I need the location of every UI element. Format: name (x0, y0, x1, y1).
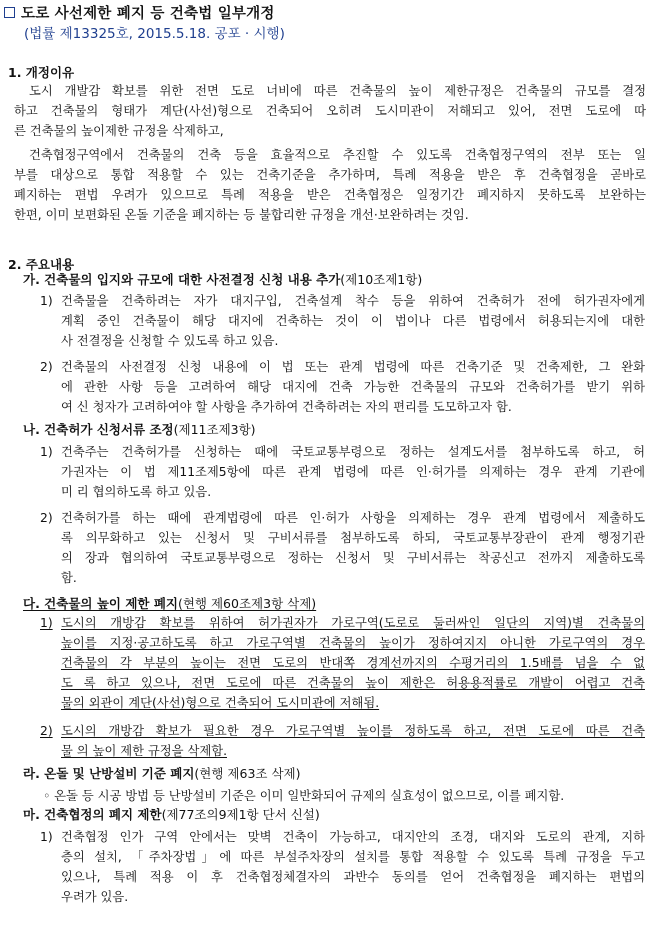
ga-item-2 (61, 357, 645, 417)
text-line: 건축물의 각 부분의 높이는 전면 도로의 반대쪽 경계선까지의 수평거리의 1.5배를 넘을 수 없 (61, 656, 645, 670)
item-number: 1) (40, 616, 53, 630)
text-line: 도시 개발감 확보를 위한 전면 도로 너비에 따른 건축물의 높이 제한규정은 건축물의 규모를 결정 (29, 84, 646, 98)
item-number: 1) (40, 294, 53, 308)
text-line: 층의 설치, 「주차장법」에 따른 부설주차장의 설치를 통합 적용할 수 있도록 특례 규정을 두고 (61, 850, 645, 864)
item-number: 2) (40, 360, 53, 374)
subsection-title-da: 다. 건축물의 높이 제한 폐지(현행 제60조제3항 삭제) (23, 596, 317, 611)
text-line: 물 의 높이 제한 규정을 삭제함. (61, 744, 227, 758)
subsection-title-ra: 라. 온돌 및 난방설비 기준 폐지(현행 제63조 삭제) (23, 766, 301, 781)
da-item-1 (61, 613, 645, 713)
item-number: 1) (40, 445, 53, 459)
reason-paragraph-2 (14, 145, 646, 225)
text-line: 높이를 지정·공고하도록 하고 가로구역별 건축물의 높이가 정하여지지 아니한 가로구역의 경우 (61, 636, 645, 650)
text-line: 미 리 협의하도록 하고 있음. (61, 485, 212, 499)
text-line: 한편, 이미 보편화된 온돌 기준을 폐지하는 등 불합리한 규정을 개선·보완하려는 것임. (14, 208, 469, 222)
text-line: 가권자는 이 법 제11조제5항에 따른 관계 법령에 따른 인·허가를 의제하는 경우 관계 기관에 (61, 465, 645, 479)
document-title: 도로 사선제한 폐지 등 건축법 일부개정 (21, 5, 275, 22)
na-item-1 (61, 442, 645, 502)
text-line: 건축협정구역에서 건축물의 건축 등을 효율적으로 추진할 수 있도록 건축협정구역의 전부 또는 일 (29, 148, 646, 162)
na-item-2 (61, 508, 645, 588)
text-line: 건축주는 건축허가를 신청하는 때에 국토교통부령으로 정하는 설계도서를 첨부하도록 하고, 허 (61, 445, 645, 459)
text-line: 건축물의 사전결정 신청 내용에 이 법 또는 관계 법령에 따른 건축기준 및 건축제한, 그 완화 (61, 360, 645, 374)
text-line: 의 장과 협의하여 국토교통부령으로 정하는 신청서 및 구비서류는 착공신고 전까지 제출하도록 (61, 551, 645, 565)
text-line: 물의 외관이 계단(사선)형으로 건축되어 도시미관에 저해됨. (61, 696, 380, 710)
text-line: 우려가 있음. (61, 890, 129, 904)
subsection-title-na: 나. 건축허가 신청서류 조정(제11조제3항) (23, 422, 256, 437)
ra-bullet: ◦ 온돌 등 시공 방법 등 난방설비 기준은 이미 일반화되어 규제의 실효성이 없으므로, 이를 폐지함. (43, 789, 565, 803)
text-line: 폐지하는 편법 우려가 있으므로 특례 적용을 받은 건축협정은 일정기간 폐지하지 못하도록 보완하는 (14, 188, 646, 202)
document-subtitle: (법률 제13325호, 2015.5.18. 공포 · 시행) (24, 26, 285, 42)
text-line: 도시의 개방감 확보를 위하여 허가권자가 가로구역(도로로 둘러싸인 일단의 지역)별 건축물의 (61, 616, 645, 630)
text-line: 부를 대상으로 통합 적용할 수 있는 건축기준을 추가하며, 특례 적용을 받은 후 건축협정을 곧바로 (14, 168, 646, 182)
text-line: 계획 중인 건축물이 해당 대지에 건축하는 것이 이 법이나 다른 법령에서 허용되는지에 대한 (61, 314, 645, 328)
item-number: 1) (40, 830, 53, 844)
text-line: 있으나, 특례 적용 이 후 건축협정체결자의 과반수 동의를 얻어 건축협정을 폐지하는 편법의 (61, 870, 645, 884)
ga-item-1 (61, 291, 645, 351)
text-line: 함. (61, 571, 77, 585)
text-line: 도 록 하고 있으나, 전면 도로에 따른 건축물의 높이 제한은 허용용적률로 개발이 어렵고 건축 (61, 676, 645, 690)
text-line: 건축물을 건축하려는 자가 대지구입, 건축설계 착수 등을 위하여 건축허가 전에 허가권자에게 (61, 294, 645, 308)
subsection-title-ga: 가. 건축물의 입지와 규모에 대한 사전결정 신청 내용 추가(제10조제1항) (23, 272, 423, 287)
section-heading-reason: 1. 개정이유 (8, 65, 75, 80)
title-row (4, 2, 275, 22)
item-number: 2) (40, 724, 53, 738)
text-line: 도시의 개방감 확보가 필요한 경우 가로구역별 높이를 정하도록 하고, 전면 도로에 따른 건축 (61, 724, 645, 738)
text-line: 른 건축물의 높이제한 규정을 삭제하고, (14, 124, 224, 138)
text-line: 에 관한 사항 등을 고려하여 해당 대지에 건축 가능한 건축물의 규모와 건축허가를 받기 위하 (61, 380, 645, 394)
text-line: 사 전결정을 신청할 수 있도록 하고 있음. (61, 334, 279, 348)
text-line: 여 신 청자가 고려하여야 할 사항을 추가하여 건축하려는 자의 편리를 도모하고자 함. (61, 400, 512, 414)
text-line: 건축허가를 하는 때에 관계법령에 따른 인·허가 사항을 의제하는 경우 관계 법령에서 제출하도 (61, 511, 645, 525)
ma-item-1 (61, 827, 645, 907)
text-line: 하고 건축물의 형태가 계단(사선)형으로 건축되어 오히려 도시미관이 저해되고 있어, 전면 도로에 따 (14, 104, 646, 118)
text-line: 건축협정 인가 구역 안에서는 맞벽 건축이 가능하고, 대지안의 조경, 대지와 도로의 관계, 지하 (61, 830, 645, 844)
item-number: 2) (40, 511, 53, 525)
reason-paragraph-1 (14, 81, 646, 141)
checkbox-icon (4, 7, 15, 18)
text-line: 록 의무화하고 있는 신청서 및 구비서류를 첨부하도록 하되, 국토교통부장관이 관계 행정기관 (61, 531, 645, 545)
subsection-title-ma: 마. 건축협정의 폐지 제한(제77조의9제1항 단서 신설) (23, 807, 320, 822)
da-item-2 (61, 721, 645, 761)
section-heading-main: 2. 주요내용 (8, 257, 75, 272)
